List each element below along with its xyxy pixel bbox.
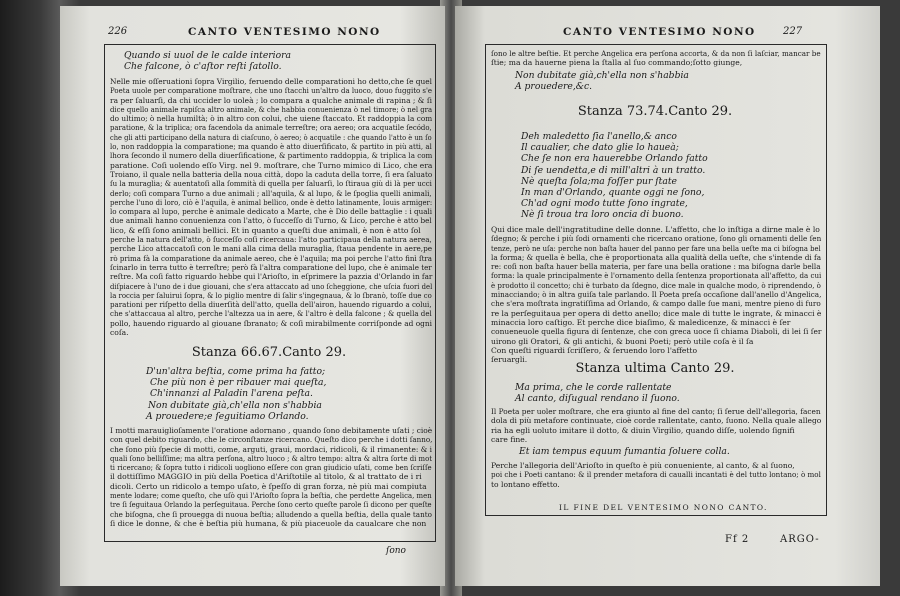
text-line: ria ha egli uoluto imitare il dotto, & diuin Virgilio, quando diſſe, uolendo ſignifi	[491, 425, 795, 435]
text-line: derlo; coſi compara Turno a due animali ; all'aquila, & al lupo, & le ſpoglia quelli animali,	[110, 188, 432, 198]
text-line: lhora ſecondo il numero della diuerſificatione, & partimento raddoppia, & triplica la com	[110, 151, 433, 161]
text-line: ſtie; ma da hauerne piena la ſtalla al ſuo commando;ſotto giunge,	[491, 58, 743, 68]
right-commentary-4	[491, 461, 821, 489]
text-line: to lontano effetto.	[491, 479, 560, 489]
text-line: lo compara al lupo, perche è animale dedicato a Marte, che è Dio delle battaglie : i quali	[110, 207, 433, 217]
signature-mark: Ff 2	[725, 534, 750, 545]
verse-line: A prouedere;e ſeguitiamo Orlando.	[146, 410, 309, 422]
text-line: care fine.	[491, 434, 528, 444]
verse-line: Che falcone, ò c'aſtor reſti ſatollo.	[124, 61, 282, 73]
right-verse-1	[515, 70, 689, 92]
verse-line: Non dubitate già,ch'ella non s'habbia	[515, 70, 689, 81]
text-line: che s'attaccaua al altro, perche l'altezza ua in aere, & l'altro è della falcone ; & quella del	[110, 309, 432, 319]
verse-line: Quando si uuol de le calde interiora	[124, 50, 292, 61]
left-top-verse	[124, 50, 291, 72]
text-line: ſi dice le donne, & che è beſtia più humana, & più piaceuole da caualcare che non	[110, 518, 427, 528]
verse-line: Nè ſi troua tra loro oncia di buono.	[521, 209, 684, 221]
text-line: dola di più metafore continuate, cioè corde rallentate, canto, ſuono. Nella quale allego	[491, 416, 822, 426]
right-heading-1: Stanza 73.74.Canto 29.	[577, 104, 733, 119]
verse-line: Ma prima, che le corde rallentate	[515, 382, 672, 393]
left-commentary-2	[110, 426, 432, 528]
text-line: che biſogna, che ſi prouegga di nuoua beſtia; alludendo a quella beſtia, della quale tanto	[110, 509, 432, 519]
left-page-number: 226	[108, 26, 128, 37]
text-line: paratione, & la triplica; ora facendola da animale terreſtre; ora aereo; ora acquatile ſecódo,	[110, 123, 432, 133]
text-line: ti ricercano; & ſopra tutto i ridicoli uogliono eſſere con gran giudicio uſati, come ben ſcriſſe	[110, 463, 432, 473]
text-line: forma: la quale principalmente è l'ornamento della ſentenza proportionata all'affetto, da cui	[491, 271, 822, 281]
right-heading-2: Stanza ultima Canto 29.	[575, 361, 735, 376]
text-line: Il Poeta per uoler moſtrare, che era giunto al fine del canto; ſi ſerue dell'allegoria, facen	[491, 407, 821, 416]
verse-line: Deh maledetto ſia l'anello,& anco	[521, 131, 677, 142]
right-page-number: 227	[783, 26, 803, 37]
text-line: Poeta uuole per comparatione moſtrare, che uno ſtacchi un'altro da luoco, douo fuggito s'e	[110, 86, 433, 96]
finis-line: IL FINE DEL VENTESIMO NONO CANTO.	[559, 503, 768, 512]
text-line: quali ſono belliſſime; ma altra perſona, altro luoco ; & altro tempo: altra & altra ſorte di mot	[110, 453, 433, 463]
text-line: ſeruargli.	[491, 355, 528, 365]
right-verse-4: Et iam tempus equum fumantia ſoluere colla.	[519, 446, 730, 457]
right-page	[455, 6, 880, 586]
left-page	[60, 6, 445, 586]
text-line: Con queſti riguardi ſcriſſero, & ſeruendo loro l'affetto	[491, 345, 698, 355]
text-line: do ultimo; ò nella humiltà; ò in altro con colui, che uiene ſtaccato. Et raddoppia la com	[110, 114, 433, 124]
text-line: ſu la muraglia; & auentatoſi alla ſommità di quella per ſaluarſi, lo ſtiraua giù di là per ucci	[110, 179, 432, 189]
verse-line: Al canto, diſugual rendano il ſuono.	[515, 393, 680, 405]
text-line: reſtre. Ma coſi fatto riguardo hebbe qui l'Arioſto, in eſprimere la pazzia d'Orlando in far	[110, 272, 433, 282]
text-line: Troiano, il quale nella batteria della noua città, dopo la caduta della torre, ſi era ſaluato	[110, 169, 433, 179]
right-running-head: CANTO VENTESIMO NONO	[563, 26, 756, 38]
text-line: minacciando; ò in altra guiſa tale parlando. Il Poeta preſa occaſione dall'anello d'Angelica,	[491, 290, 822, 300]
text-line: Qui dice male dell'ingratitudine delle donne. L'affetto, che lo inſtiga a dirne male è lo	[491, 225, 820, 234]
text-line: lo, non raddoppia la comparatione; ma quando è atto diuerſificato, & partito in più atti, al	[110, 142, 432, 152]
right-commentary-2	[491, 225, 821, 364]
verse-line: Non dubitate già,ch'ella non s'habbia	[148, 399, 322, 411]
text-line: lico, & eſſi ſono animali bellici. Et in quanto a queſti due animali, è non è atto ſol	[110, 225, 421, 235]
left-stanza-heading: Stanza 66.67.Canto 29.	[191, 345, 347, 360]
text-line: conueneuole quella figura di ſentenze, che con greca uoce ſi chiama Diaboli, di lei ſi ſer	[491, 327, 822, 337]
right-verse-2	[521, 131, 708, 221]
text-line: I motti marauiglioſamente l'oratione adornano , quando ſono debitamente uſati ; cioè	[110, 426, 433, 435]
text-line: re: coſi non baſta hauer bella materia, per fare una bella oratione : ma biſogna darle bella	[491, 262, 821, 272]
left-running-head: CANTO VENTESIMO NONO	[188, 26, 381, 38]
text-line: ſcinarlo in terra tutto è terreſtre; però fà l'altra comparatione del lupo, che è animale ter	[110, 262, 432, 272]
text-line: è prodotto il concetto; chi è turbato da ſdegno, dice male in qualche modo, ò riprendendo, ò	[491, 280, 821, 290]
right-verse-3	[515, 382, 680, 404]
text-line: perche la natura dell'atto, ò ſucceſſo coſi ricercaua: l'atto participaua della natura aerea,	[110, 235, 432, 245]
text-line: la forma; & quella è bella, che è proportionata alla qualità della ueſte, che s'intende di fa	[491, 252, 822, 262]
text-line: dice quello animale rapiſca altro animale, & che habbia conuenienza ò nel timore; ò nel gra	[110, 104, 433, 114]
text-line: tre ſi ſeguitaua Orlando la perſeguitaua. Perche ſono certo queſte parole ſi dicono per queſte	[110, 500, 432, 510]
text-line: Perche l'allegoria dell'Arioſto in queſto è più conueniente, al canto, & al ſuono,	[491, 461, 795, 470]
verse-line: In man d'Orlando, quante oggi ne ſono,	[521, 187, 705, 199]
text-line: ra per ſaluarſi, da chi uccider lo uoleà ; lo compara a qualche animale di rapina ; & ſi	[110, 95, 432, 105]
text-line: coſa.	[110, 328, 129, 338]
text-line: la roccia per ſaluirui ſopra, & lo piglio mentre di ſalir s'ingegnaua, & lo ſbranò, toſſe due co	[110, 290, 432, 300]
verse-line: Ch'ad ogni modo tutte ſono ingrate,	[521, 198, 688, 210]
text-line: parationi per riſpetto della diuerſità dell'atto, quella dell'airon, hauendo riguardo a colui,	[110, 300, 432, 310]
text-line: pollo, hauendo riguardo al giouane ſbranato; & coſi mirabilmente corriſponde ad ogni	[110, 318, 433, 328]
text-line: due animali hanno conuenienza con l'atto, ò ſucceſſo di Turno, & Lico, perche è atto bel	[110, 216, 432, 226]
verse-line: Di ſe uendetta,e di mill'altri à un tratto.	[521, 164, 706, 176]
verse-line: Che più non è per ribauer mai queſta,	[150, 377, 327, 389]
text-line: mente lodare; come queſto, che uſò qui l'Arioſto ſopra la beſtia, che perdette Angelica, men	[110, 491, 432, 501]
verse-line: Che ſe non era hauerebbe Orlando fatto	[521, 153, 708, 165]
text-line: paratione. Coſi uolendo eſſo Virg. nel 9. moſtrare, che Turno mimico di Lico, che era	[110, 160, 433, 170]
text-line: diſpiacere à l'uno de i due giouani, che s'era attaccato ad uno ſcheggione, che uſcia fuori del	[110, 281, 433, 291]
text-line: con quel debito riguardo, che le circonſtanze ricercano. Queſto dico perche i dotti ſanno,	[110, 435, 433, 445]
text-line: rò prima fà la comparatione da animale aereo, che è l'aquila; ma poi perche l'atto finì ſtra	[110, 253, 432, 263]
text-line: poi che i Poeti cantano: & il prender metafora di caualli incantati è del tutto lontano; ò mol	[491, 470, 821, 480]
left-catchword: ſono	[386, 546, 406, 556]
right-catchword: ARGO-	[780, 534, 820, 545]
text-line: che gli atti participano della natura di ciaſcuno, ò aereo; ò acquatile : che quando l'atto è un ſo	[110, 132, 432, 142]
text-line: dicoli. Certo un ridicolo a tempo uſato, è ſpeſſo di gran forza, nè più mai compiuta	[110, 481, 427, 491]
verse-line: D'un'altra beſtia, come prima ha fatto;	[146, 366, 326, 377]
right-commentary-top	[491, 49, 821, 68]
text-line: che ſono più ſpecie di motti, come, arguti, graui, mordaci, ridicoli, & il rimanente: & i	[110, 444, 433, 454]
text-line: che s'era moſtrata ingratiſſima ad Orlando, & campo dalle ſue mani, mentre pieno di furo	[491, 299, 821, 309]
verse-line: Nè queſta ſola;ma foſſer pur ſtate	[521, 175, 677, 187]
verse-line: A prouedere,&c.	[515, 81, 593, 93]
text-line: ſdegno; & perche i più ſodi ornamenti che ricercano oratione, ſono gli ornamenti delle ſen	[491, 234, 822, 244]
text-line: minaccia loro caſtigo. Et perche dice biaſimo, & maledicenze, & minacci è ſer	[491, 317, 791, 327]
text-line: il dottiſſimo MAGGIO in più della Poetica d'Ariſtotile al titolo, & al trattato de i ri	[110, 472, 422, 482]
right-commentary-3	[491, 407, 821, 444]
text-line: tenze, però ne uſa: perche non baſta hauer del panno per fare una bella ueſte ma ci biſogna bel	[491, 243, 821, 253]
text-line: uirono gli Oratori, & gli antichi, & buoni Poeti; però utile coſa è il ſa	[491, 336, 754, 346]
text-line: ſono le altre beſtie. Et perche Angelica era perſona accorta, & da non ſi laſciar, mancar be	[491, 49, 821, 58]
left-commentary-1	[110, 77, 432, 337]
text-line: re la perſeguitaua per opera di detto anello; dice male di tutte le ingrate, & minacci è	[491, 308, 822, 318]
left-verse-2	[146, 366, 326, 422]
text-line: perche Lico attaccatoſi con le mani alla cima della muraglia, ſtaua pendente in aere,pe	[110, 244, 433, 254]
verse-line: Ch'innanzi al Paladin l'arena peſta.	[150, 388, 313, 400]
text-line: Nelle mie oſſeruationi ſopra Virgilio, feruendo delle comparationi ho detto,che ſe quel	[110, 77, 433, 86]
text-line: perche l'uno di loro, ciò è l'aquila, è animal bellico, onde è detto latinamente, Iouis armiger:	[110, 197, 433, 207]
verse-line: Il caualier, che dato glie lo haueà;	[521, 142, 679, 154]
